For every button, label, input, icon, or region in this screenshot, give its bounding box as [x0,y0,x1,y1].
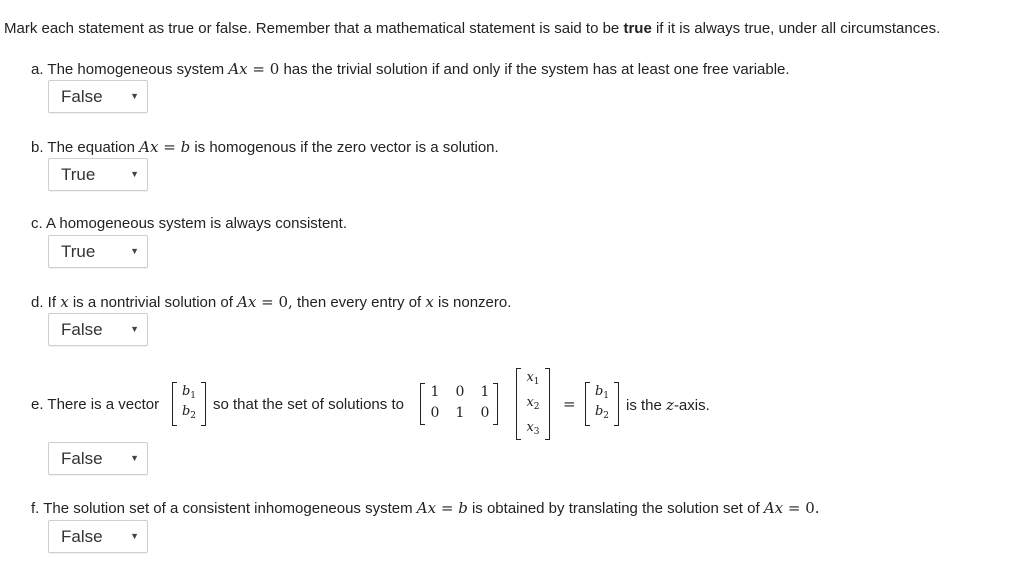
math-zero: 0. [805,499,820,517]
math-ax: Ax [416,499,437,517]
math-z: z [666,396,674,414]
answer-e-select[interactable] [48,442,148,475]
coefficient-matrix: 1 0 1 0 1 0 [420,383,498,425]
question-d-text-end: is nonzero. [433,294,512,311]
answer-d-value: False [61,320,103,339]
math-equals: = [158,138,181,156]
rhs-vector: $b_1$ $b_2$ [585,382,619,426]
question-b [31,138,499,156]
math-equals: = [783,499,806,517]
math-x: x [60,293,69,311]
math-b: b [458,499,468,517]
question-d-text-mid: is a nontrivial solution of [68,294,238,311]
question-a-text: a. The homogeneous system [31,61,229,78]
answer-a-select[interactable] [48,80,148,113]
triangle-down-icon: ▼ [130,169,139,179]
b-vector: $b_1$ $b_2$ [172,382,206,426]
triangle-down-icon: ▼ [130,246,139,256]
math-equals: = [247,60,270,78]
answer-c-select[interactable] [48,235,148,268]
triangle-down-icon: ▼ [130,91,139,101]
question-b-text-end: is homogenous if the zero vector is a solution. [190,139,499,156]
question-c-text: c. A homogeneous system is always consistent. [31,215,347,232]
answer-f-value: False [61,527,103,546]
question-f-text: f. The solution set of a consistent inhomogeneous system [31,500,417,517]
math-ax: Ax [763,499,784,517]
question-f [31,499,820,517]
math-zero: 0, [278,293,293,311]
math-x: x [425,293,434,311]
math-ax: Ax [139,138,159,156]
question-e-text: e. There is a vector [31,396,160,413]
math-equals: = [256,293,279,311]
triangle-down-icon: ▼ [130,453,139,463]
answer-f-select[interactable] [48,520,148,553]
x-vector: $x_1$ $x_2$ $x_3$ [516,368,550,440]
math-equals: = [436,499,459,517]
answer-e-value: False [61,449,103,468]
math-ax: Ax [237,293,257,311]
answer-c-value: True [61,242,96,261]
question-a [31,60,790,78]
instructions-prefix: Mark each statement as true or false. Remember that a mathematical statement is said to be [4,20,624,37]
question-d-text: d. If [31,294,61,311]
question-e-text-mid: so that the set of solutions to [213,396,404,413]
question-e-text-end: is the z-axis. [626,396,710,414]
question-a-text-end: has the trivial solution if and only if the system has at least one free variable. [279,61,790,78]
question-f-text-mid: is obtained by translating the solution set of [467,500,764,517]
instructions-bold: true [623,20,652,37]
question-c [31,215,347,232]
math-equals: = [563,395,576,413]
answer-a-value: False [61,87,103,106]
question-d-text-mid2: then every entry of [292,294,426,311]
math-zero: 0 [269,60,280,78]
triangle-down-icon: ▼ [130,531,139,541]
answer-b-select[interactable] [48,158,148,191]
answer-b-value: True [61,165,96,184]
question-d [31,293,511,311]
answer-d-select[interactable] [48,313,148,346]
instructions [4,20,940,37]
math-b: b [180,138,191,156]
question-b-text: b. The equation [31,139,140,156]
triangle-down-icon: ▼ [130,324,139,334]
instructions-suffix: if it is always true, under all circumstances. [651,20,941,37]
math-ax: Ax [228,60,248,78]
